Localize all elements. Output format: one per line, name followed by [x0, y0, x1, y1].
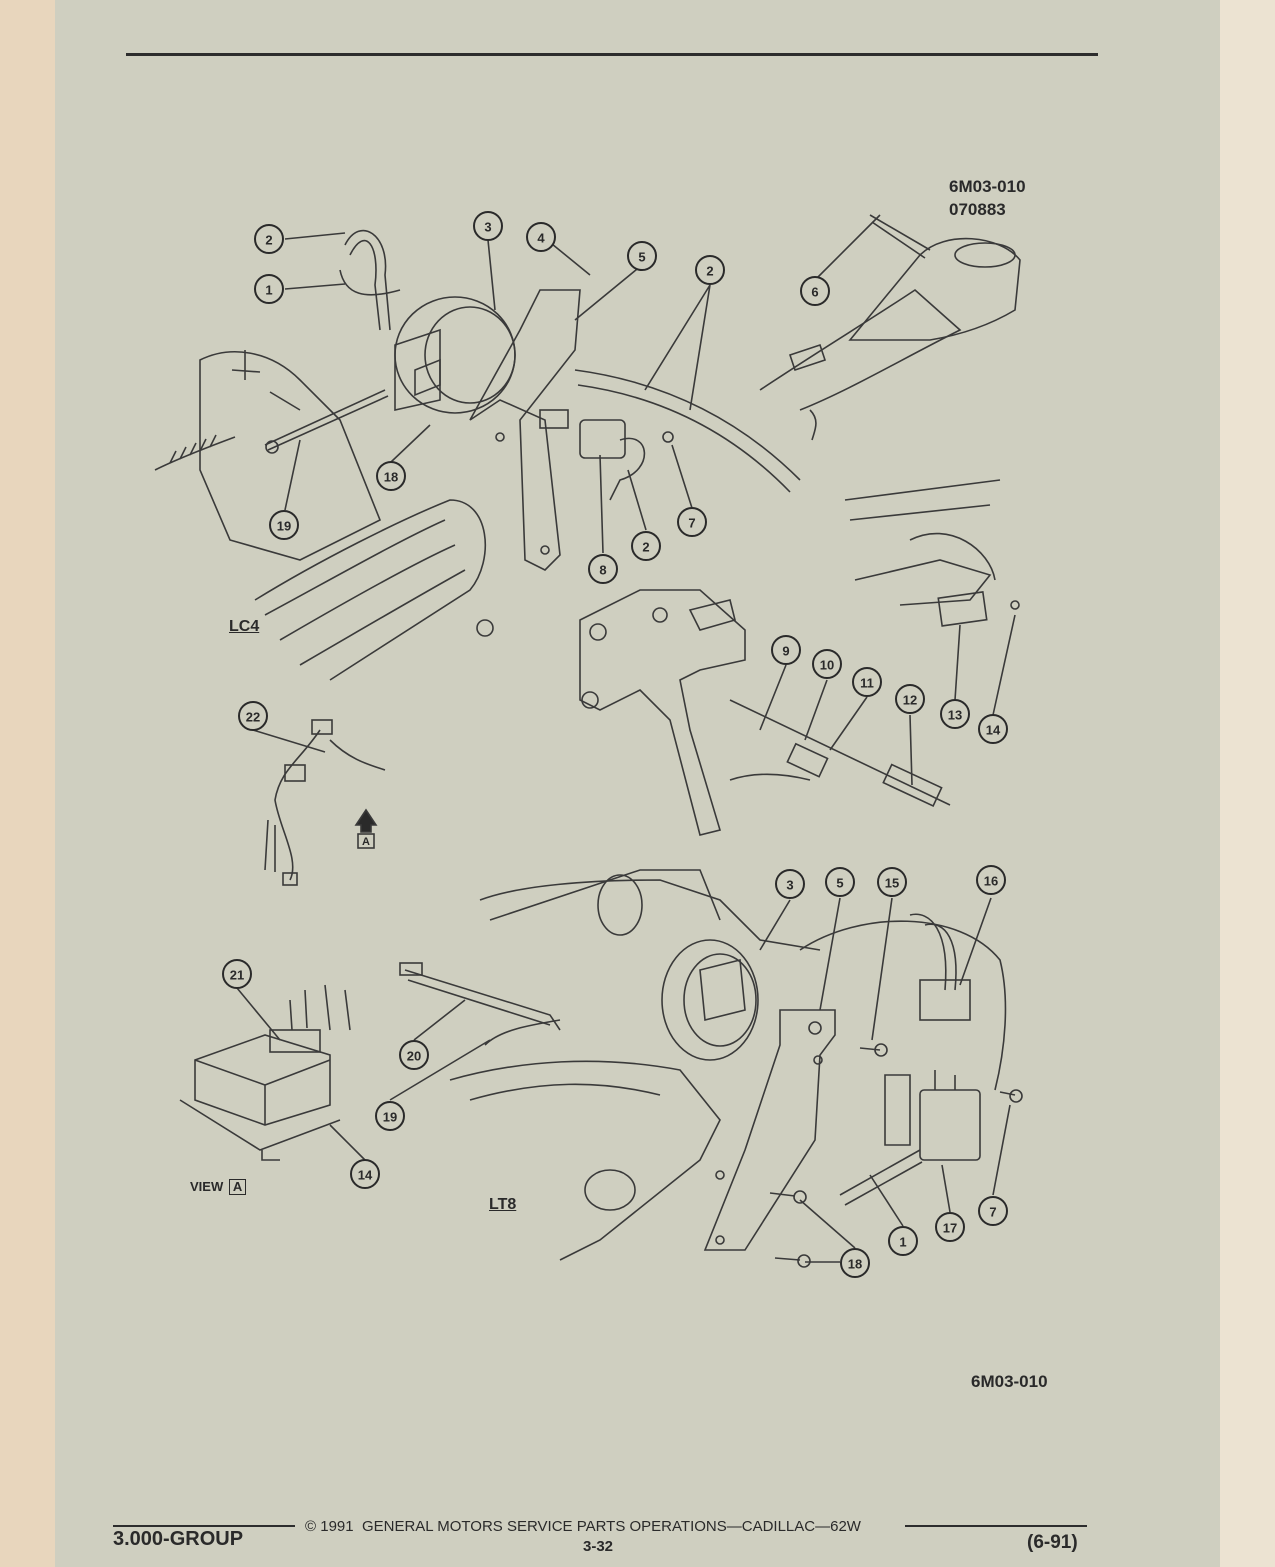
view-word: VIEW	[190, 1179, 224, 1194]
callout-6: 6	[811, 284, 819, 300]
lt8-solenoid-17	[840, 1070, 980, 1205]
callout-5-bottom: 5	[836, 875, 844, 891]
figure-bottom-code: 6M03-010	[971, 1372, 1048, 1391]
callout-18-bottom: 18	[847, 1256, 863, 1272]
callout-5-top: 5	[638, 249, 646, 265]
relay-bracket	[845, 480, 1019, 626]
view-a-arrow	[356, 810, 376, 832]
vacuum-solenoid	[540, 410, 673, 500]
callout-19-top: 19	[276, 518, 292, 534]
callout-7-top: 7	[688, 515, 696, 531]
callout-18-top: 18	[383, 469, 399, 485]
callout-16: 16	[983, 873, 999, 889]
wiring-harness-22	[265, 720, 385, 885]
copyright-symbol: ©	[305, 1518, 317, 1535]
callout-21: 21	[229, 967, 245, 983]
footer-rule-left	[113, 1525, 295, 1527]
callout-12: 12	[902, 692, 918, 708]
callout-20: 20	[406, 1048, 422, 1064]
view-a-arrow-letter: A	[362, 836, 370, 848]
lt8-hoses	[800, 914, 1005, 1090]
footer-page-number: 3-32	[583, 1538, 614, 1555]
callout-11: 11	[860, 675, 874, 691]
callout-8: 8	[599, 562, 607, 578]
callout-14-bottom: 14	[357, 1167, 373, 1183]
lt8-servo	[662, 940, 758, 1060]
footer-group: 3.000-GROUP	[113, 1528, 244, 1550]
callout-1-top: 1	[265, 282, 273, 298]
callout-7-bottom: 7	[989, 1204, 997, 1220]
control-module-21	[180, 985, 350, 1160]
callout-14-top: 14	[985, 722, 1001, 738]
pedal-bracket	[580, 590, 950, 835]
callout-2-bottom: 2	[642, 539, 650, 555]
view-a-caption	[190, 1179, 246, 1195]
callout-17: 17	[942, 1220, 958, 1236]
view-label-lt8: LT8	[489, 1196, 517, 1213]
footer-rule-right	[905, 1525, 1087, 1527]
callout-9: 9	[782, 643, 790, 659]
mounting-bracket	[470, 290, 580, 570]
figure-ref-number: 070883	[949, 200, 1006, 219]
callout-22: 22	[245, 709, 261, 725]
callout-4: 4	[537, 230, 545, 246]
figure-ref-code: 6M03-010	[949, 177, 1026, 196]
callout-1-bottom: 1	[899, 1234, 907, 1250]
throttle-cable	[155, 390, 388, 470]
vacuum-reservoir	[760, 215, 1020, 440]
footer-copyright-line	[305, 1518, 861, 1535]
footer-copyright: 1991 GENERAL MOTORS SERVICE PARTS OPERATIONS—CADILLAC—62W	[320, 1518, 861, 1535]
callout-10: 10	[819, 657, 835, 673]
vacuum-hoses	[340, 231, 800, 492]
view-label-lc4: LC4	[229, 618, 260, 635]
callout-3-top: 3	[484, 219, 492, 235]
callout-19-bottom: 19	[382, 1109, 398, 1125]
callout-2-top: 2	[265, 232, 273, 248]
callout-15: 15	[884, 875, 900, 891]
callout-2-right: 2	[706, 263, 714, 279]
callout-3-bottom: 3	[786, 877, 794, 893]
callout-13: 13	[947, 707, 963, 723]
footer-date: (6-91)	[1027, 1532, 1078, 1553]
view-letter-box: A	[229, 1179, 246, 1195]
servo-diaphragm	[395, 297, 515, 413]
